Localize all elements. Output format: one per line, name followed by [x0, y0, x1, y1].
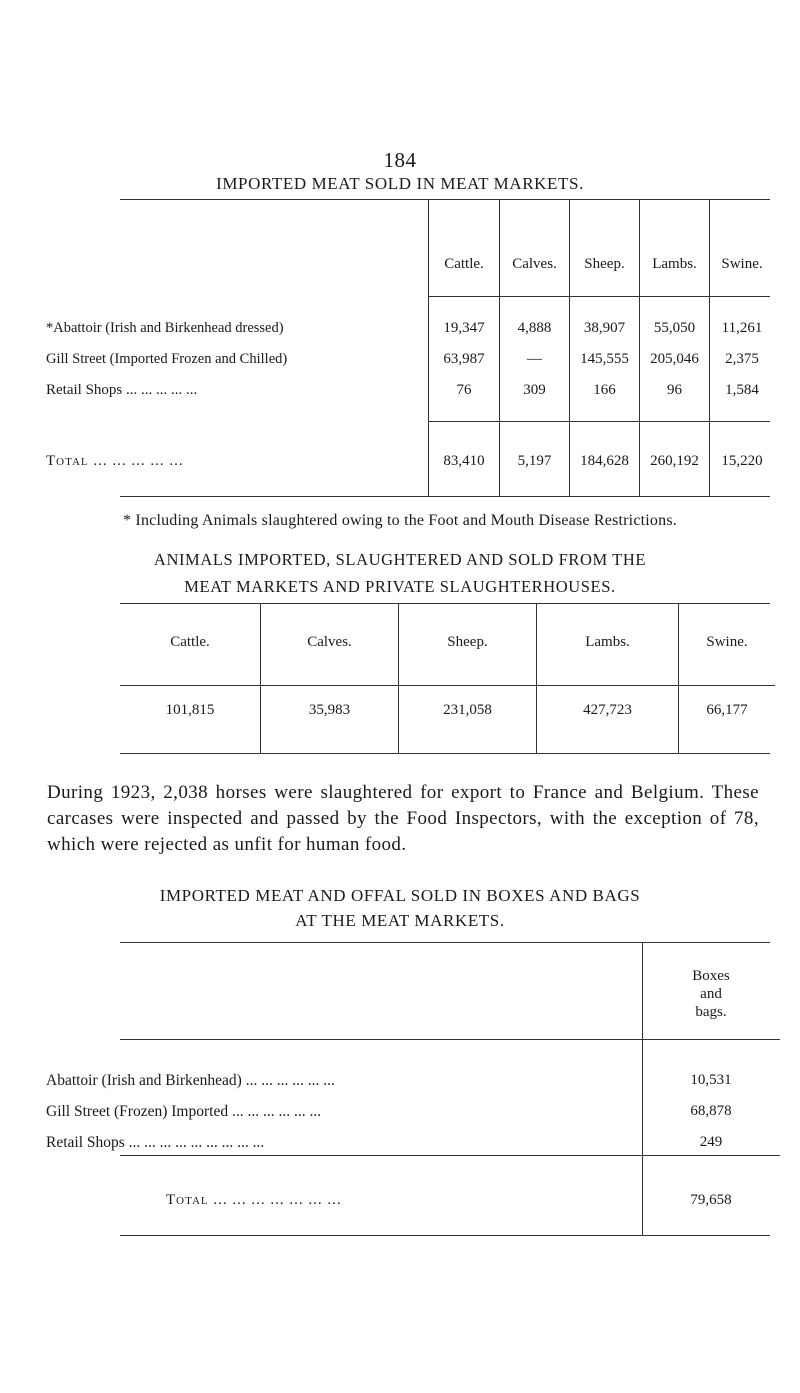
table3-top-rule — [120, 942, 770, 943]
table1-cell: 38,907 — [583, 320, 626, 336]
table3-header-line3: bags. — [695, 1004, 727, 1020]
table3-title-line1: IMPORTED MEAT AND OFFAL SOLD IN BOXES AND BAGS — [159, 886, 641, 905]
table1-title: IMPORTED MEAT SOLD IN MEAT MARKETS. — [216, 174, 584, 193]
table2-cell: 427,723 — [583, 702, 632, 718]
table1-cell: 63,987 — [443, 351, 485, 367]
table1-header-cattle: Cattle. — [444, 256, 484, 272]
table2-col-divider — [398, 603, 399, 753]
table2-header-sheep: Sheep. — [447, 634, 488, 650]
table1-header-calves: Calves. — [512, 256, 557, 272]
table3-header-rule — [120, 1039, 780, 1040]
horses-paragraph: During 1923, 2,038 horses were slaughtered for export to France and Belgium. These carcases were inspected and passed by the Food Inspectors, with the exception of 78, which were rejected as unfit for human food. — [47, 782, 759, 855]
table2-header-lambs: Lambs. — [585, 634, 630, 650]
table3-header-line2: and — [700, 986, 722, 1002]
table2-col-divider — [536, 603, 537, 753]
table1-total-label: Total ... ... ... ... ... — [46, 453, 184, 469]
table1-cell: 205,046 — [650, 351, 699, 367]
table1-top-rule — [120, 199, 770, 200]
table2-cell: 231,058 — [443, 702, 492, 718]
table1-cell: 2,375 — [725, 351, 759, 367]
table3-row-label: Gill Street (Frozen) Imported ... ... ... ... ... ... — [46, 1103, 322, 1120]
table3-total-rule — [120, 1155, 780, 1156]
table1-total-rule — [428, 421, 770, 422]
table3-row-label: Retail Shops ... ... ... ... ... ... ... ... ... — [46, 1134, 265, 1151]
table1-total-cell: 5,197 — [517, 453, 552, 469]
table1-row-label: Gill Street (Imported Frozen and Chilled) — [46, 351, 288, 367]
table2-cell: 35,983 — [308, 702, 351, 718]
table2-title-line1: ANIMALS IMPORTED, SLAUGHTERED AND SOLD FROM THE — [153, 550, 647, 569]
table1-col-divider — [499, 199, 500, 496]
table1-bottom-rule — [120, 496, 770, 497]
table3-total-label: Total ... ... ... ... ... ... ... — [166, 1192, 342, 1208]
table1-cell: 11,261 — [721, 320, 763, 336]
table1-cell: 96 — [667, 382, 682, 398]
table2-header-swine: Swine. — [706, 634, 748, 650]
table1-total-cell: 184,628 — [580, 453, 629, 469]
table1-cell: 4,888 — [517, 320, 552, 336]
table1-header-lambs: Lambs. — [652, 256, 697, 272]
table1-header-sheep: Sheep. — [584, 256, 625, 272]
table2-title-line2: MEAT MARKETS AND PRIVATE SLAUGHTERHOUSES. — [184, 577, 616, 596]
table2-header-cattle: Cattle. — [170, 634, 210, 650]
table1-total-cell: 83,410 — [443, 453, 485, 469]
table2-bottom-rule — [120, 753, 770, 754]
table1-total-cell: 15,220 — [721, 453, 763, 469]
table2-header-calves: Calves. — [307, 634, 352, 650]
table1-cell: 309 — [523, 382, 546, 398]
table1-header-rule — [428, 296, 770, 297]
table2-cell: 101,815 — [165, 702, 215, 718]
table2-top-rule — [120, 603, 770, 604]
table1-row-label: *Abattoir (Irish and Birkenhead dressed) — [46, 320, 284, 336]
table3-title-line2: AT THE MEAT MARKETS. — [295, 911, 505, 930]
table1-cell: — — [527, 351, 542, 367]
table3-cell: 10,531 — [690, 1072, 732, 1088]
table1-cell: 145,555 — [580, 351, 629, 367]
table1-col-divider — [709, 199, 710, 496]
table1-col-divider — [639, 199, 640, 496]
page-number: 184 — [383, 148, 417, 172]
table3-cell: 68,878 — [690, 1103, 732, 1119]
table2-header-rule — [120, 685, 775, 686]
table1-cell: 1,584 — [725, 382, 759, 398]
table3-cell: 249 — [699, 1134, 723, 1150]
table2-col-divider — [678, 603, 679, 753]
table1-cell: 19,347 — [443, 320, 485, 336]
table3-total-cell: 79,658 — [690, 1192, 732, 1208]
table1-total-cell: 260,192 — [650, 453, 699, 469]
table1-col-divider — [569, 199, 570, 496]
table1-footnote: * Including Animals slaughtered owing to the Foot and Mouth Disease Restrictions. — [123, 512, 677, 529]
table3-row-label: Abattoir (Irish and Birkenhead) ... ... ... ... ... ... — [46, 1072, 335, 1089]
table1-cell: 166 — [593, 382, 616, 398]
table3-header-line1: Boxes — [692, 968, 730, 984]
table1-col-divider — [428, 199, 429, 496]
table2-cell: 66,177 — [706, 702, 748, 718]
table3-bottom-rule — [120, 1235, 770, 1236]
table1-row-label: Retail Shops ... ... ... ... ... — [46, 382, 198, 398]
table1-header-swine: Swine. — [721, 256, 763, 272]
table1-cell: 55,050 — [653, 320, 696, 336]
table2-col-divider — [260, 603, 261, 753]
table1-cell: 76 — [456, 382, 472, 398]
